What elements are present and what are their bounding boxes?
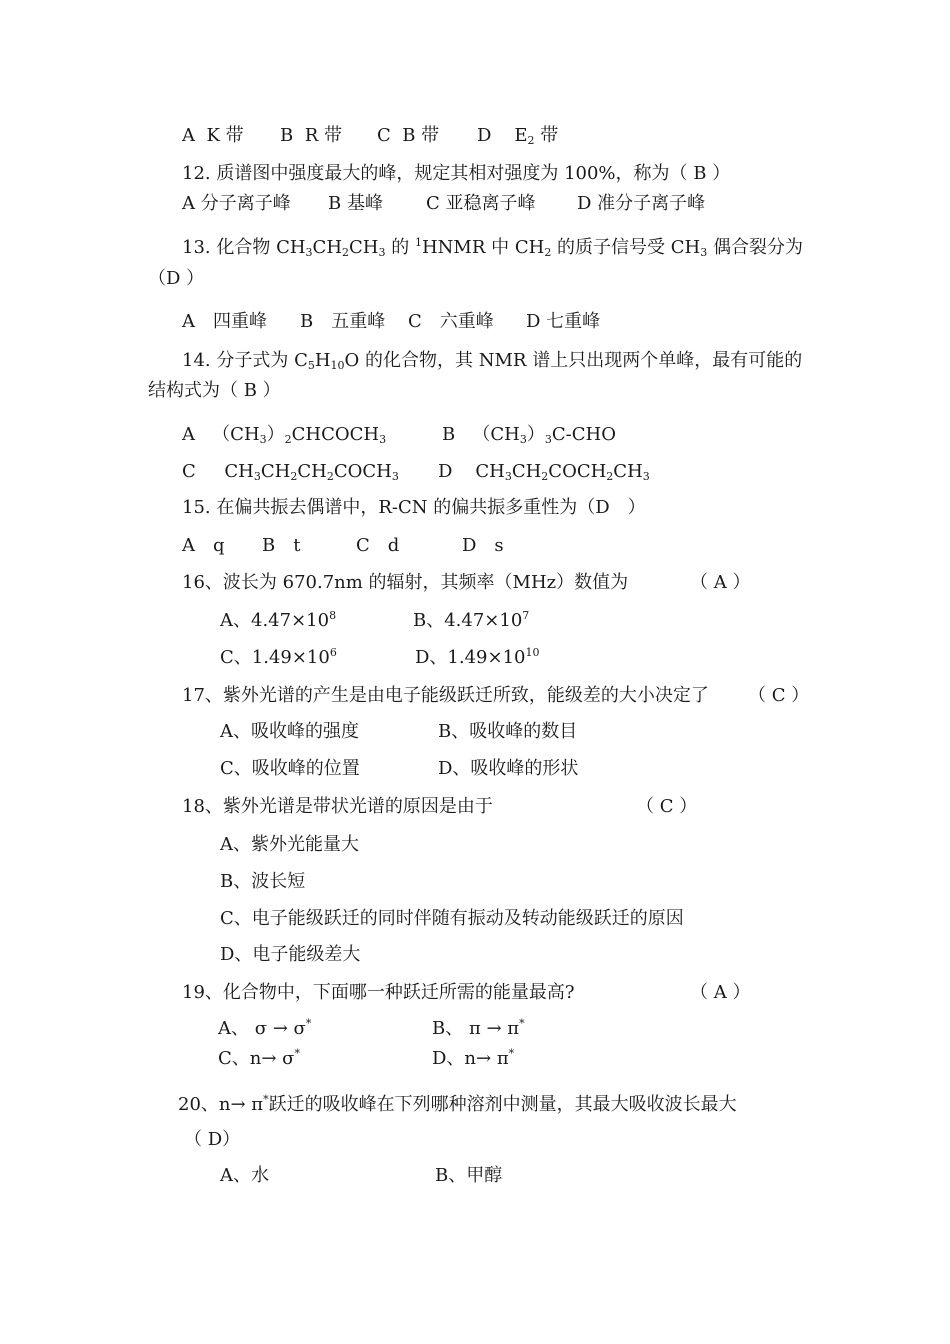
q14-option-c <box>182 460 399 484</box>
q14-sub-10: 10 <box>330 359 345 372</box>
q19-option-d <box>432 1047 514 1071</box>
q11-option-b-letter: B <box>280 125 294 146</box>
q12-option-d: D 准分子离子峰 <box>577 193 706 214</box>
q13-p6: 的质子信号受 CH <box>551 237 701 258</box>
q18-option-a: A、紫外光能量大 <box>220 834 359 855</box>
q14-option-a <box>182 423 386 447</box>
q19-option-a-star: * <box>305 1017 312 1030</box>
q13-sub-3: 3 <box>378 246 386 259</box>
q20-p1: 20、n→ π <box>178 1094 264 1115</box>
q15-option-d: D s <box>462 535 504 556</box>
q14-option-a-p2: ） <box>266 424 285 445</box>
q14-option-d-letter: D <box>438 461 453 482</box>
q13-p5: HNMR 中 CH <box>421 237 545 258</box>
q13-sub-4: 2 <box>544 246 552 259</box>
q14-option-d-p1: CH <box>475 461 505 482</box>
q14-option-c-sub4: 3 <box>391 470 399 483</box>
q12-option-b: B 基峰 <box>328 193 383 214</box>
q14-option-d-sub2: 2 <box>541 470 549 483</box>
q16-option-c <box>220 646 337 670</box>
q16-option-d-exp: 10 <box>525 646 540 659</box>
q11-option-d-letter: D <box>477 125 492 146</box>
q16-option-b <box>413 609 529 633</box>
q14-option-d-p3: COCH <box>548 461 607 482</box>
q14-option-b-p2: ） <box>526 424 545 445</box>
q11-option-d-tail: 带 <box>534 125 559 146</box>
q19-option-c-text: C、n→ σ <box>218 1048 295 1069</box>
q20-stem <box>178 1093 737 1117</box>
q16-option-b-text: B、4.47×10 <box>413 610 523 631</box>
q12-option-c: C 亚稳离子峰 <box>426 193 536 214</box>
q15-stem: 15. 在偏共振去偶谱中，R-CN 的偏共振多重性为（D ） <box>182 497 646 518</box>
q14-option-c-sub2: 2 <box>290 470 298 483</box>
q15-option-c: C d <box>356 535 400 556</box>
q14-p3: O 的化合物，其 NMR 谱上只出现两个单峰，最有可能的 <box>344 350 803 371</box>
q14-p2: H <box>314 350 331 371</box>
q13-answer: （D ） <box>148 268 205 289</box>
q20-option-b: B、甲醇 <box>435 1165 503 1186</box>
q11-option-b <box>280 124 342 148</box>
q19-option-b <box>432 1017 525 1041</box>
q14-option-c-p2: CH <box>260 461 291 482</box>
q12-close: ） <box>712 163 731 184</box>
q13-p4: 的 <box>385 237 415 258</box>
q14-option-c-p4: COCH <box>333 461 392 482</box>
q17-option-c: C、吸收峰的位置 <box>220 758 360 779</box>
q13-p2: CH <box>312 237 343 258</box>
q19-option-d-star: * <box>508 1047 515 1060</box>
q16-option-c-exp: 6 <box>329 646 337 659</box>
q19-option-a-text: A、 σ → σ <box>218 1018 306 1039</box>
q14-option-c-letter: C <box>182 461 196 482</box>
q14-stem-line2: 结构式为（ B ） <box>148 380 281 401</box>
q17-stem: 17、紫外光谱的产生是由电子能级跃迁所致，能级差的大小决定了 <box>182 685 709 706</box>
q19-option-d-text: D、n→ π <box>432 1048 509 1069</box>
q20-option-a: A、水 <box>220 1165 269 1186</box>
q19-option-b-text: B、 π → π <box>432 1018 520 1039</box>
q13-sub-5: 3 <box>700 246 708 259</box>
q17-option-a: A、吸收峰的强度 <box>220 721 359 742</box>
q11-option-c <box>377 124 439 148</box>
q12-stem-text: 12. 质谱图中强度最大的峰，规定其相对强度为 100%，称为（ <box>182 163 688 184</box>
q11-option-d-text: E <box>514 125 528 146</box>
q14-option-b-p3: C-CHO <box>551 424 616 445</box>
q14-option-d-sub1: 3 <box>504 470 512 483</box>
q13-p3: CH <box>349 237 379 258</box>
q18-option-c: C、电子能级跃迁的同时伴随有振动及转动能级跃迁的原因 <box>220 908 684 929</box>
q14-option-a-p3: CHCOCH <box>291 424 380 445</box>
q14-option-d <box>438 460 650 484</box>
q16-option-a-exp: 8 <box>329 609 337 622</box>
q14-option-d-sub3: 2 <box>606 470 614 483</box>
q14-p1: 14. 分子式为 C <box>182 350 308 371</box>
q14-option-c-sub1: 3 <box>253 470 261 483</box>
q17-option-d: D、吸收峰的形状 <box>438 758 579 779</box>
q13-option-a: A 四重峰 <box>182 311 267 332</box>
q14-option-a-sub2: 2 <box>284 433 292 446</box>
q16-option-c-text: C、1.49×10 <box>220 647 330 668</box>
q19-option-b-star: * <box>519 1017 525 1030</box>
q13-option-d: D 七重峰 <box>526 311 601 332</box>
q16-answer: （ A ） <box>690 572 751 593</box>
q16-option-d-text: D、1.49×10 <box>415 647 526 668</box>
q14-option-b <box>442 423 616 447</box>
q14-option-c-p1: CH <box>224 461 254 482</box>
q12-stem <box>182 162 730 186</box>
q13-sub-2: 2 <box>342 246 350 259</box>
q14-option-b-sub2: 3 <box>544 433 552 446</box>
q12-option-a: A 分子离子峰 <box>182 193 291 214</box>
q17-answer: （ C ） <box>748 685 810 706</box>
q12-answer: B <box>687 163 713 184</box>
q14-option-c-sub3: 2 <box>326 470 334 483</box>
q14-sub-5: 5 <box>307 359 315 372</box>
q14-option-a-sub3: 3 <box>379 433 387 446</box>
q11-option-b-text: R 带 <box>304 125 342 146</box>
q13-option-c: C 六重峰 <box>408 311 494 332</box>
q19-option-a <box>218 1017 311 1041</box>
q18-answer: （ C ） <box>636 796 698 817</box>
q18-stem: 18、紫外光谱是带状光谱的原因是由于 <box>182 796 493 817</box>
q14-stem <box>182 349 802 373</box>
q20-star: * <box>263 1093 269 1106</box>
q14-option-a-p1: （CH <box>212 424 260 445</box>
q14-option-a-sub1: 3 <box>259 433 267 446</box>
q19-option-c-star: * <box>294 1047 300 1060</box>
q14-option-c-p3: CH <box>297 461 327 482</box>
q15-option-b: B t <box>262 535 301 556</box>
q20-p2: 跃迁的吸收峰在下列哪种溶剂中测量，其最大吸收波长最大 <box>268 1094 737 1115</box>
q19-stem: 19、化合物中，下面哪一种跃迁所需的能量最高? <box>182 982 575 1003</box>
q14-option-b-letter: B <box>442 424 456 445</box>
q11-option-a <box>182 124 244 148</box>
q13-sup: 1 <box>414 236 422 249</box>
q19-answer: （ A ） <box>690 982 751 1003</box>
q14-option-b-sub1: 3 <box>519 433 527 446</box>
q14-option-d-p4: CH <box>613 461 643 482</box>
q13-option-b: B 五重峰 <box>300 311 386 332</box>
q14-option-b-p1: （CH <box>472 424 520 445</box>
q13-p1: 13. 化合物 CH <box>182 237 306 258</box>
q15-option-a: A q <box>182 535 225 556</box>
q11-option-c-text: B 带 <box>402 125 440 146</box>
q18-option-b: B、波长短 <box>220 871 306 892</box>
q16-option-a-text: A、4.47×10 <box>220 610 330 631</box>
q14-option-d-p2: CH <box>511 461 542 482</box>
q17-option-b: B、吸收峰的数目 <box>438 721 578 742</box>
q20-answer: （ D） <box>184 1129 241 1150</box>
q11-option-d <box>477 124 558 148</box>
q14-option-a-letter: A <box>182 424 195 445</box>
q16-stem: 16、波长为 670.7nm 的辐射，其频率（MHz）数值为 <box>182 572 629 593</box>
q13-stem <box>182 236 803 260</box>
q11-option-a-text: K 带 <box>206 125 244 146</box>
q19-option-c <box>218 1047 300 1071</box>
q11-option-a-letter: A <box>182 125 195 146</box>
q14-option-d-sub4: 3 <box>642 470 650 483</box>
q16-option-d <box>415 646 540 670</box>
q18-option-d: D、电子能级差大 <box>220 944 361 965</box>
q13-sub-1: 3 <box>305 246 313 259</box>
q16-option-b-exp: 7 <box>522 609 530 622</box>
q11-option-c-letter: C <box>377 125 391 146</box>
q11-option-d-sub: 2 <box>527 134 535 147</box>
q13-p7: 偶合裂分为 <box>707 237 803 258</box>
q16-option-a <box>220 609 336 633</box>
